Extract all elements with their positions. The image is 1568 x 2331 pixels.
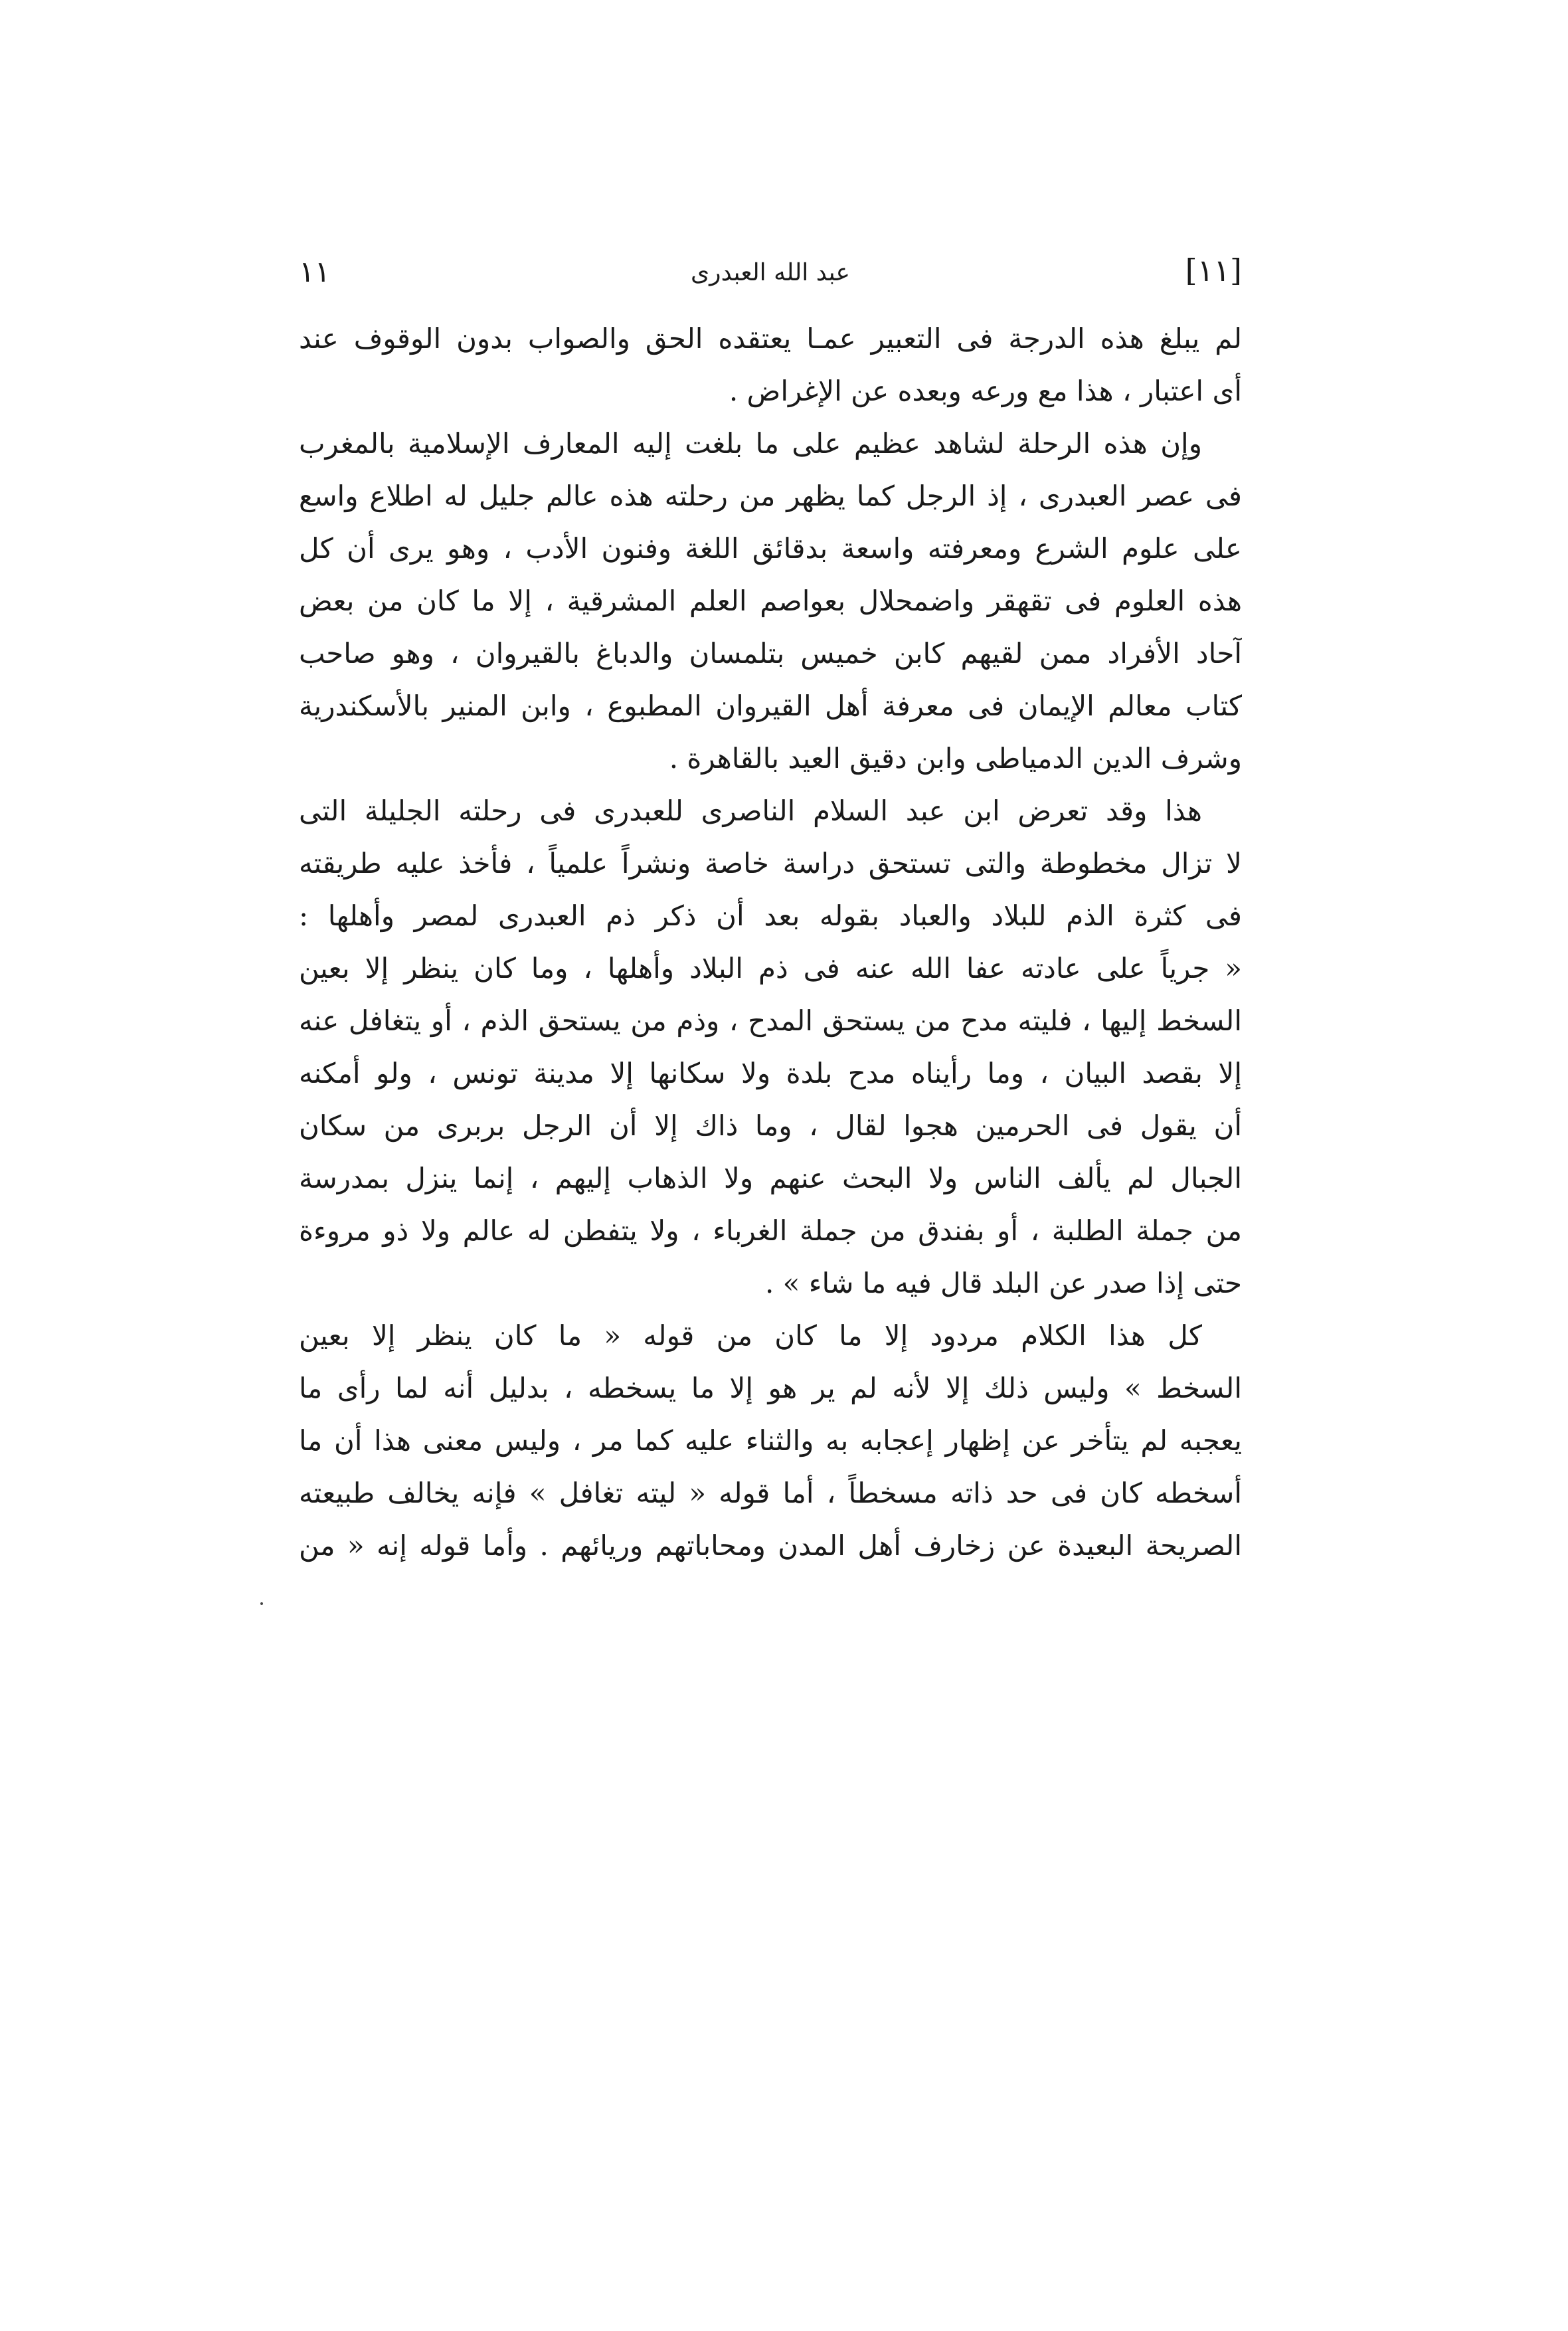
text-line: على علوم الشرع ومعرفته واسعة بدقائق اللغة وفنون الأدب ، وهو يرى أن كل xyxy=(299,532,1242,565)
text-line: أن يقول فى الحرمين هجوا لقال ، وما ذاك إلا أن الرجل بربرى من سكان xyxy=(299,1109,1242,1142)
text-line: الصريحة البعيدة عن زخارف أهل المدن ومحاباتهم وريائهم . وأما قوله إنه « من xyxy=(299,1529,1242,1562)
text-line: لا تزال مخطوطة والتى تستحق دراسة خاصة ونشراً علمياً ، فأخذ عليه طريقته xyxy=(299,847,1242,880)
text-line: كل هذا الكلام مردود إلا ما كان من قوله « ما كان ينظر إلا بعين xyxy=(299,1319,1202,1352)
text-line: من جملة الطلبة ، أو بفندق من جملة الغرباء ، ولا يتفطن له عالم ولا ذو مروءة xyxy=(299,1214,1242,1247)
page-number: ١١ xyxy=(299,255,331,289)
text-line: فى كثرة الذم للبلاد والعباد بقوله بعد أن ذكر ذم العبدرى لمصر وأهلها : xyxy=(299,899,1242,932)
running-title: عبد الله العبدرى xyxy=(691,259,850,286)
text-line: « جرياً على عادته عفا الله عنه فى ذم البلاد وأهلها ، وما كان ينظر إلا بعين xyxy=(299,952,1242,984)
text-line: الجبال لم يألف الناس ولا البحث عنهم ولا الذهاب إليهم ، إنما ينزل بمدرسة xyxy=(299,1162,1242,1194)
body-text xyxy=(299,312,1242,1572)
text-line: وإن هذه الرحلة لشاهد عظيم على ما بلغت إليه المعارف الإسلامية بالمغرب xyxy=(299,427,1202,460)
text-line: وشرف الدين الدمياطى وابن دقيق العيد بالقاهرة . xyxy=(669,742,1242,775)
text-line: أى اعتبار ، هذا مع ورعه وبعده عن الإغراض . xyxy=(729,375,1242,407)
text-line: هذه العلوم فى تقهقر واضمحلال بعواصم العلم المشرقية ، إلا ما كان من بعض xyxy=(299,585,1242,617)
text-line: السخط إليها ، فليته مدح من يستحق المدح ، وذم من يستحق الذم ، أو يتغافل عنه xyxy=(299,1004,1242,1037)
scan-speck xyxy=(260,1602,263,1605)
text-line: السخط » وليس ذلك إلا لأنه لم ير هو إلا ما يسخطه ، بدليل أنه لما رأى ما xyxy=(299,1372,1242,1404)
page-header xyxy=(299,239,1242,312)
text-line: كتاب معالم الإيمان فى معرفة أهل القيروان المطبوع ، وابن المنير بالأسكندرية xyxy=(299,690,1242,722)
text-line: آحاد الأفراد ممن لقيهم كابن خميس بتلمسان والدباغ بالقيروان ، وهو صاحب xyxy=(299,637,1242,670)
text-line: فى عصر العبدرى ، إذ الرجل كما يظهر من رحلته هذه عالم جليل له اطلاع واسع xyxy=(299,480,1242,512)
text-line: هذا وقد تعرض ابن عبد السلام الناصرى للعبدرى فى رحلته الجليلة التى xyxy=(299,794,1202,827)
text-line: حتى إذا صدر عن البلد قال فيه ما شاء » . xyxy=(764,1267,1242,1299)
bracket-page-number: [١١] xyxy=(1185,252,1242,288)
text-line: أسخطه كان فى حد ذاته مسخطاً ، أما قوله « ليته تغافل » فإنه يخالف طبيعته xyxy=(299,1477,1242,1509)
text-line: يعجبه لم يتأخر عن إظهار إعجابه به والثناء عليه كما مر ، وليس معنى هذا أن ما xyxy=(299,1424,1242,1457)
text-line: لم يبلغ هذه الدرجة فى التعبير عمـا يعتقده الحق والصواب بدون الوقوف عند xyxy=(299,322,1242,355)
text-line: إلا بقصد البيان ، وما رأيناه مدح بلدة ولا سكانها إلا مدينة تونس ، ولو أمكنه xyxy=(299,1057,1242,1089)
